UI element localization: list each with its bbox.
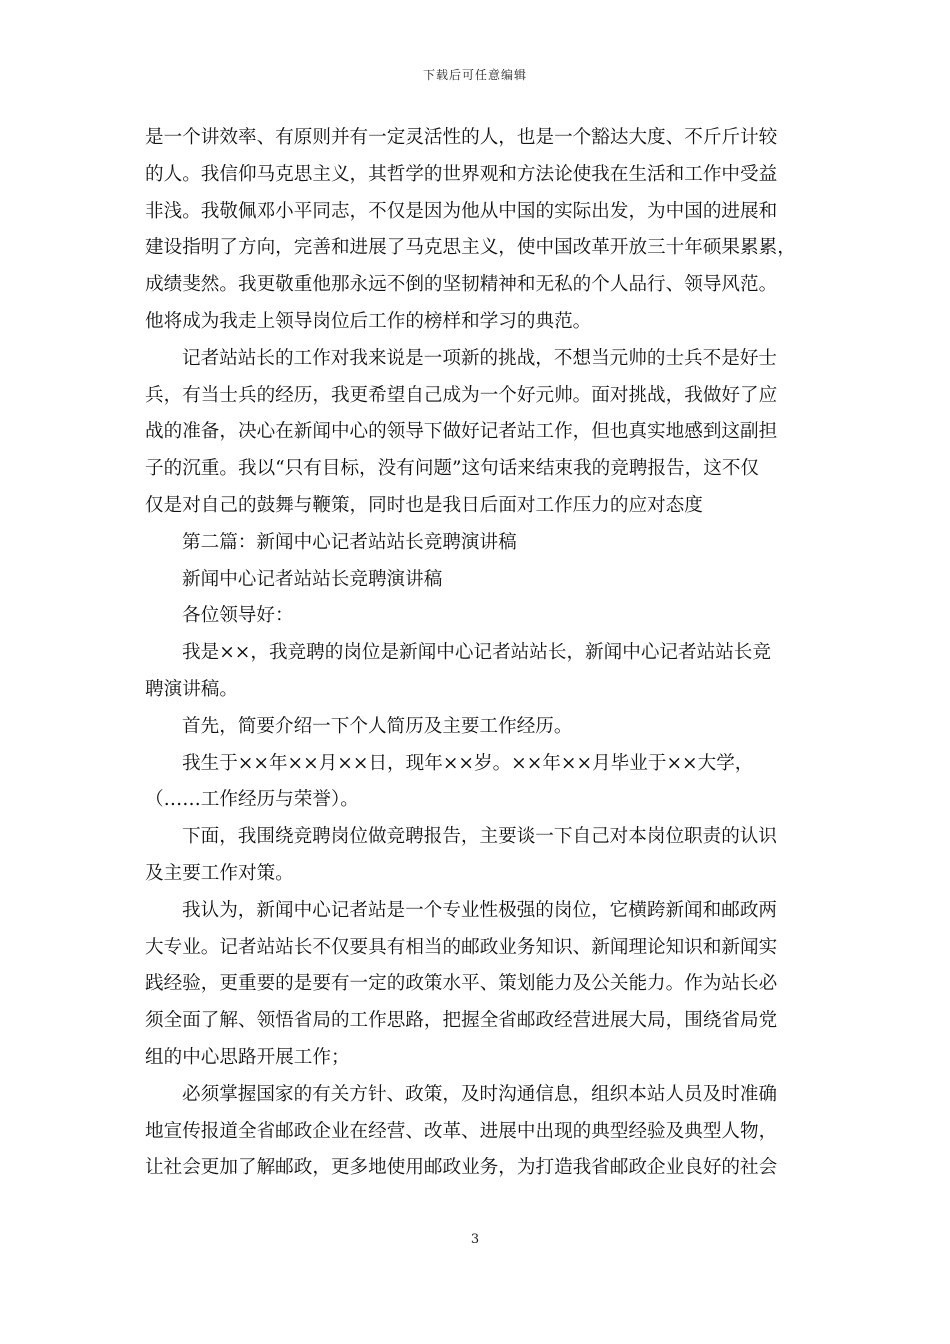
paragraph — [145, 709, 810, 746]
text-line: 我生于××年××月××日，现年××岁。××年××月毕业于××大学， — [182, 752, 754, 774]
text-line: 践经验，更重要的是要有一定的政策水平、策划能力及公关能力。作为站长必 — [145, 973, 778, 995]
text-line: 我是××，我竞聘的岗位是新闻中心记者站站长，新闻中心记者站站长竞 — [182, 642, 771, 664]
text-line: 非浅。我敬佩邓小平同志，不仅是因为他从中国的实际出发，为中国的进展和 — [145, 200, 778, 222]
text-line: 成绩斐然。我更敬重他那永远不倒的坚韧精神和无私的个人品行、领导风范。 — [145, 274, 778, 296]
paragraph — [145, 893, 810, 1077]
text-line: 及主要工作对策。 — [145, 862, 294, 884]
text-line: 须全面了解、领悟省局的工作思路，把握全省邮政经营进展大局，围绕省局党 — [145, 1010, 778, 1032]
text-line: 的人。我信仰马克思主义，其哲学的世界观和方法论使我在生活和工作中受益 — [145, 163, 778, 185]
page-number: 3 — [470, 1232, 480, 1247]
page-header: 下载后可任意编辑 — [422, 68, 527, 82]
text-line: 各位领导好： — [182, 605, 294, 627]
text-line: （……工作经历与荣誉）。 — [145, 789, 359, 811]
paragraph — [145, 120, 810, 341]
paragraph — [145, 598, 810, 635]
text-line: 是一个讲效率、有原则并有一定灵活性的人，也是一个豁达大度、不斤斤计较 — [145, 127, 778, 148]
paragraph — [145, 746, 810, 820]
text-line: 我认为，新闻中心记者站是一个专业性极强的岗位，它横跨新闻和邮政两 — [182, 899, 778, 921]
text-line: 大专业。记者站站长不仅要具有相当的邮政业务知识、新闻理论知识和新闻实 — [145, 936, 778, 958]
text-line: 组的中心思路开展工作； — [145, 1046, 350, 1068]
text-line: 记者站站长的工作对我来说是一项新的挑战，不想当元帅的士兵不是好士 — [182, 347, 778, 369]
text-line: 下面，我围绕竞聘岗位做竞聘报告，主要谈一下自己对本岗位职责的认识 — [182, 826, 778, 848]
document-body — [145, 120, 810, 1187]
text-line: 首先，简要介绍一下个人简历及主要工作经历。 — [182, 715, 573, 737]
text-line: 新闻中心记者站站长竞聘演讲稿 — [182, 568, 443, 590]
text-line: 子的沉重。我以“只有目标，没有问题”这句话来结束我的竞聘报告，这不仅 — [145, 458, 760, 480]
paragraph — [145, 819, 810, 893]
paragraph — [145, 635, 810, 709]
text-line: 兵，有当士兵的经历，我更希望自己成为一个好元帅。面对挑战，我做好了应 — [145, 384, 778, 406]
text-line: 让社会更加了解邮政，更多地使用邮政业务，为打造我省邮政企业良好的社会 — [145, 1157, 778, 1179]
paragraph — [145, 525, 810, 562]
text-line: 战的准备，决心在新闻中心的领导下做好记者站工作，但也真实地感到这副担 — [145, 421, 778, 443]
text-line: 必须掌握国家的有关方针、政策，及时沟通信息，组织本站人员及时准确 — [182, 1083, 778, 1105]
paragraph — [145, 562, 810, 599]
text-line: 聘演讲稿。 — [145, 678, 238, 700]
text-line: 仅是对自己的鼓舞与鞭策，同时也是我日后面对工作压力的应对态度 — [145, 494, 703, 516]
paragraph — [145, 1077, 810, 1187]
text-line: 他将成为我走上领导岗位后工作的榜样和学习的典范。 — [145, 310, 592, 332]
text-line: 建设指明了方向，完善和进展了马克思主义，使中国改革开放三十年硕果累累， — [145, 237, 796, 259]
text-line: 地宣传报道全省邮政企业在经营、改革、进展中出现的典型经验及典型人物， — [145, 1120, 778, 1142]
text-line: 第二篇：新闻中心记者站站长竞聘演讲稿 — [182, 531, 517, 553]
paragraph — [145, 341, 810, 525]
